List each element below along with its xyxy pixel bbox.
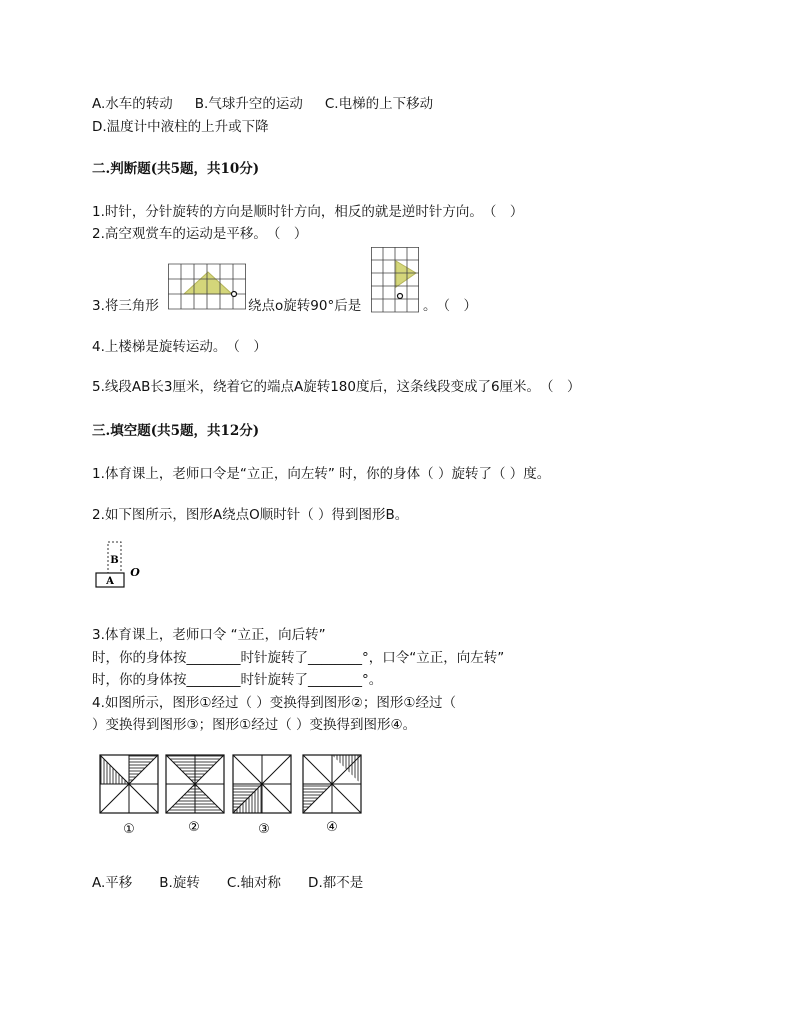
figure-label-a: A xyxy=(106,576,114,587)
option-a: A.水车的转动 xyxy=(92,96,173,112)
square-figure-3 xyxy=(233,755,291,813)
s2-question-5: 5.线段AB长3厘米，绕着它的端点A旋转180度后，这条线段变成了6厘米。 （ ） xyxy=(92,379,581,395)
option-b: B.气球升空的运动 xyxy=(194,96,303,112)
s2-q3-text-b: 绕点o旋转90°后是 xyxy=(248,298,362,314)
s3-question-2: 2.如下图所示，图形A绕点O顺时针（ ）得到图形B。 xyxy=(92,507,409,523)
s3-question-3-line-2: 时，你的身体按________时针旋转了________°，口令“立正，向左转” xyxy=(92,650,505,666)
s2-question-4: 4.上楼梯是旋转运动。 （ ） xyxy=(92,339,267,355)
rotation-figure-ab xyxy=(94,541,144,589)
grid-figure-original xyxy=(168,264,248,314)
s3-options: A.平移 B.旋转 C.轴对称 D.都不是 xyxy=(92,875,364,891)
square-figures xyxy=(98,754,368,840)
figure-label-1: ① xyxy=(123,822,135,837)
s2-q3-text-c: 。 （ ） xyxy=(423,298,477,314)
section3-title: 三.填空题(共5题，共12分) xyxy=(92,423,260,439)
s3-question-4-line-2: ）变换得到图形③；图形①经过（ ）变换得到图形④。 xyxy=(92,717,417,733)
s3-question-3-line-3: 时，你的身体按________时针旋转了________°。 xyxy=(92,672,383,688)
s2-q3-text-a: 3.将三角形 xyxy=(92,298,159,314)
s2-question-2: 2.高空观赏车的运动是平移。 （ ） xyxy=(92,226,308,242)
section2-title: 二.判断题(共5题，共10分) xyxy=(92,161,260,177)
s3-question-3-line-1: 3.体育课上，老师口令 “立正，向后转” xyxy=(92,627,326,643)
s3-question-4-line-1: 4.如图所示，图形①经过（ ）变换得到图形②；图形①经过（ xyxy=(92,695,456,711)
figure-label-2: ② xyxy=(188,820,200,835)
figure-label-4: ④ xyxy=(326,820,338,835)
square-figure-2 xyxy=(166,755,224,813)
s3-question-1: 1.体育课上，老师口令是“立正，向左转” 时，你的身体（ ）旋转了（ ）度。 xyxy=(92,466,551,482)
s2-question-1: 1.时针，分针旋转的方向是顺时针方向，相反的就是逆时针方向。 （ ） xyxy=(92,204,524,220)
figure-label-b: B xyxy=(110,555,119,566)
square-figure-1 xyxy=(100,755,158,813)
figure-label-o: O xyxy=(130,566,140,579)
option-d: D.温度计中液柱的上升或下降 xyxy=(92,119,269,135)
grid-figure-rotated xyxy=(371,247,421,313)
option-line-1 xyxy=(92,95,433,113)
square-figure-4 xyxy=(303,755,361,813)
option-c: C.电梯的上下移动 xyxy=(324,96,434,112)
figure-label-3: ③ xyxy=(258,822,270,837)
